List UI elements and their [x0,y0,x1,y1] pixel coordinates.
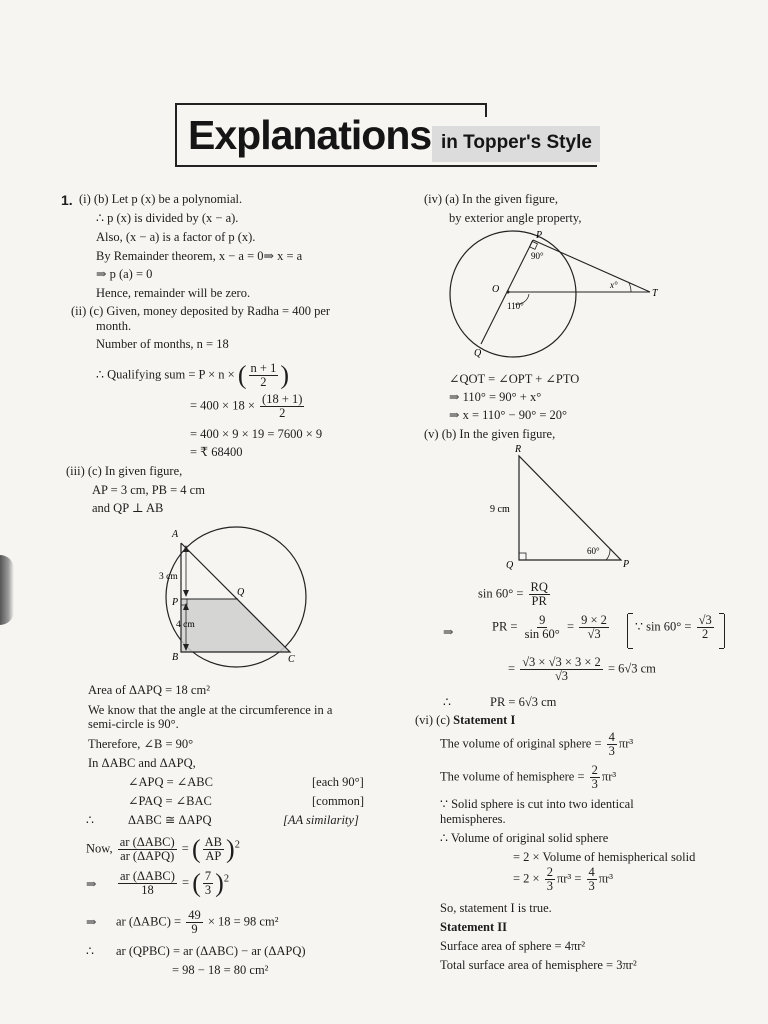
ans-iv-eq-1: ∠QOT = ∠OPT + ∠PTO [449,372,580,386]
paren-open: ( [191,834,201,864]
ans-i-line-6: Hence, remainder will be zero. [96,286,251,300]
ans-v-sin60 [478,581,552,608]
question-number: 1. [61,192,73,208]
ans-iii-know-1: We know that the angle at the circumference in a [88,703,333,717]
label-Q: Q [237,587,245,598]
ans-vi-vol-eq-2 [513,866,613,893]
ans-iii-in-triangles: In ΔABC and ΔAPQ, [88,756,196,770]
ans-iii-final: = 98 − 18 = 80 cm² [172,963,269,977]
reason-each-90: [each 90°] [312,775,364,789]
paren-open: ( [237,360,247,390]
ans-iii-paq-bac: ∠PAQ = ∠BAC [128,794,212,808]
label-B: B [172,652,179,663]
ans-iii-line-1: (iii) (c) In given figure, [66,464,183,478]
numerator: 2 [546,865,553,879]
ans-iii-area: Area of ΔAPQ = 18 cm² [88,683,210,697]
fraction [203,836,224,863]
figure-right-triangle [486,440,636,572]
ans-vi-head [415,714,515,727]
ans-v-simplify [508,656,656,683]
denominator: 3 [204,883,212,898]
text: πr³ = [556,871,582,886]
pi-r-cubed: πr³ [601,769,617,784]
pi-r-cubed: πr³ [618,736,634,751]
ans-i-line-5: ⇒ p (a) = 0 [96,267,153,281]
label-P: P [536,230,543,241]
page-subtitle: in Topper's Style [441,132,592,153]
label-T: T [652,288,658,299]
figure-circle-tangent [445,228,670,363]
ans-ii-line-1: (ii) (c) Given, money deposited by Radha = 400 per [71,304,331,318]
ans-vi-vol-eq-1: = 2 × Volume of hemispherical solid [513,850,696,864]
step-text: = 400 × 18 × [190,398,255,413]
therefore-symbol: ∴ [86,813,94,827]
page-title: Explanations [188,112,432,158]
ar-abc-label: ar (ΔABC) = [116,914,182,929]
denominator: 3 [546,879,553,894]
ans-iii-ratio-1: Now, $\frac{\text{ar (ΔABC)}}{\text{ar (ΔAPQ)}}$ = ( $\frac{AB}{AP}$ )$^2$ [86,834,240,864]
exponent: 2 [234,839,240,851]
exponent: 2 [223,873,230,885]
fraction [607,731,617,758]
denominator: 9 [191,922,198,937]
text: The volume of hemisphere = [440,769,585,784]
fraction [186,909,203,936]
ans-vi-stmt-i-true: So, statement I is true. [440,901,552,915]
label-Q: Q [474,348,482,359]
figure-circle-triangle [150,525,325,670]
ans-i-line-3: Also, (x − a) is a factor of p (x). [96,230,256,244]
denominator: PR [531,594,547,609]
ans-iv-line-2: by exterior angle property, [449,211,582,225]
numerator: AB [204,835,223,849]
numerator: 2 [591,763,598,777]
sin-label: sin 60° = [478,586,524,601]
denominator: ar (ΔAPQ) [120,849,175,864]
reason-text: ∵ sin 60° = [635,619,692,634]
numerator: 49 [188,908,201,922]
ans-ii-step-3: = ₹ 68400 [190,445,243,459]
label-60: 60° [587,546,600,556]
reason-sin60 [635,614,716,641]
equals: = [566,619,574,634]
ans-iv-eq-2: ⇒ 110° = 90° + x° [449,390,542,404]
numerator: 7 [204,869,212,883]
ans-vi-surface-sphere: Surface area of sphere = 4πr² [440,939,586,953]
label-90: 90° [531,251,544,261]
denominator: √3 [587,627,601,642]
denominator: AP [205,849,222,864]
ans-i-line-4: By Remainder theorem, x − a = 0⇒ x = a [96,249,303,263]
fraction [523,614,562,641]
ans-vi-hemi-vol [440,764,616,791]
ans-iii-line-3: and QP ⊥ AB [92,501,164,515]
implies-symbol-2: ⇒ [86,915,97,929]
numerator: RQ [530,580,548,594]
ans-iii-apq-abc: ∠APQ = ∠ABC [128,775,213,789]
denominator: 3 [591,777,598,792]
result: = 6√3 cm [607,661,656,676]
label-P: P [172,597,179,608]
page-edge-shadow [0,555,14,625]
fraction [203,870,213,897]
fraction [260,393,304,420]
ans-iv-line-1: (iv) (a) In the given figure, [424,192,558,206]
fraction [579,614,609,641]
denominator: 2 [279,406,286,421]
therefore-symbol-2: ∴ [86,944,94,958]
ans-iii-area-abc [116,909,278,936]
label-A: A [172,529,179,540]
ans-ii-line-2: month. [96,319,132,333]
label-O: O [492,284,500,295]
paren-close: ) [226,834,235,864]
fraction [529,581,550,608]
fraction [545,866,555,893]
denominator: 2 [702,627,709,642]
label-R: R [515,444,522,455]
statement-ii-heading: Statement II [440,920,508,934]
ans-iii-line-2: AP = 3 cm, PB = 4 cm [92,483,205,497]
therefore-symbol-3: ∴ [443,695,451,709]
header-rule-top [175,103,487,105]
text: = 2 × [513,871,540,886]
implies-symbol: ⇒ [86,877,97,891]
text: The volume of original sphere = [440,736,602,751]
ans-iii-angle-b: Therefore, ∠B = 90° [88,737,194,751]
fraction [118,836,177,863]
part-label: (vi) (c) [415,713,451,727]
header-rule-tick [485,103,487,117]
ans-iii-ratio-2: $\frac{\text{ar (ΔABC)}}{18}$ = ( $\frac{7}{3}$ )$^2$ [120,868,230,898]
numerator: n + 1 [250,361,277,375]
ans-ii-step-1 [190,393,306,420]
ans-iii-similar: ΔABC ≅ ΔAPQ [128,813,212,827]
denominator: √3 [554,669,569,684]
label-3cm: 3 cm [159,572,178,582]
label-Q: Q [506,560,514,571]
now-label: Now, [86,841,113,856]
pi-r-cubed: πr³ [598,871,613,886]
denominator: sin 60° [524,627,560,642]
numerator: √3 × √3 × 3 × 2 [522,655,601,669]
label-4cm: 4 cm [176,620,195,630]
ans-vi-vol-orig: ∴ Volume of original solid sphere [440,831,609,845]
paren-close: ) [280,360,289,390]
numerator: 9 × 2 [581,613,607,627]
numerator: 4 [588,865,595,879]
ans-ii-line-3: Number of months, n = 18 [96,337,229,351]
ans-ii-step-2: = 400 × 9 × 19 = 7600 × 9 [190,427,323,441]
numerator: (18 + 1) [262,392,303,406]
pr-label: PR = [492,619,518,634]
label-C: C [288,654,295,665]
ans-vi-cut-2: hemispheres. [440,812,506,826]
fraction [118,870,177,897]
label-9cm: 9 cm [490,504,510,515]
label-110: 110° [507,301,524,311]
denominator: 2 [260,375,267,390]
fraction [590,764,600,791]
ans-iii-know-2: semi-circle is 90°. [88,717,179,731]
denominator: 18 [141,883,154,898]
ans-vi-sphere-vol [440,731,633,758]
qualifying-sum-label: ∴ Qualifying sum = P × n × [96,367,235,382]
ans-ii-qualifying-sum [96,362,289,389]
fraction [587,866,597,893]
ans-i-line-1: (i) (b) Let p (x) be a polynomial. [79,192,243,206]
ans-vi-cut-1: ∵ Solid sphere is cut into two identical [440,797,634,811]
reason-aa-similarity: [AA similarity] [283,813,359,827]
ans-i-line-2: ∴ p (x) is divided by (x − a). [96,211,239,225]
ans-iv-eq-3: ⇒ x = 110° − 90° = 20° [449,408,568,422]
ans-v-line-1: (v) (b) In the given figure, [424,427,556,441]
paren-close: ) [215,868,224,898]
reason-common: [common] [312,794,365,808]
numerator: 9 [539,613,546,627]
label-x: x° [610,280,618,290]
fraction [520,656,603,683]
fraction [249,362,279,389]
fraction [697,614,714,641]
implies-symbol-3: ⇒ [443,625,454,639]
ans-iii-ar-qpbc: ar (QPBC) = ar (ΔABC) − ar (ΔAPQ) [116,944,306,958]
numerator: ar (ΔABC) [120,869,175,883]
ar-abc-result: × 18 = 98 cm² [207,914,279,929]
numerator: ar (ΔABC) [119,835,175,849]
paren-open: ( [192,868,201,898]
statement-i-heading: Statement I [453,713,516,727]
numerator: √3 [698,613,712,627]
denominator: 3 [608,744,615,759]
ans-v-pr [492,614,611,641]
denominator: 3 [588,879,595,894]
ans-v-result: PR = 6√3 cm [490,695,557,709]
label-P: P [623,559,630,570]
numerator: 4 [608,730,615,744]
ans-vi-surface-hemi: Total surface area of hemisphere = 3πr² [440,958,637,972]
equals: = [508,661,516,676]
